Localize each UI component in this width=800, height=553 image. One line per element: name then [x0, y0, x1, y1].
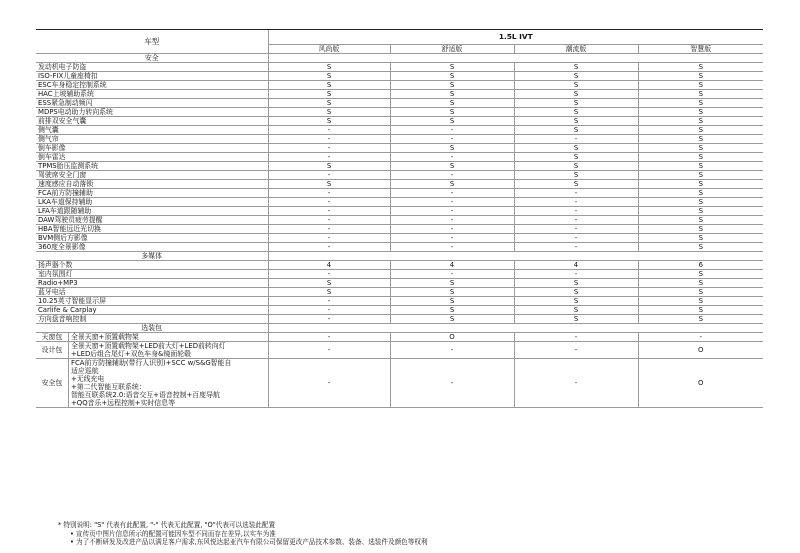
feature-value: - — [514, 216, 638, 225]
feature-value: S — [514, 126, 638, 135]
package-line: +QQ音乐+远程控制+实时信息等 — [71, 399, 175, 407]
package-row — [36, 342, 763, 359]
feature-value: S — [390, 99, 514, 108]
feature-value: S — [638, 72, 763, 81]
feature-value: S — [514, 315, 638, 324]
feature-name: 室内氛围灯 — [36, 270, 268, 279]
feature-value: S — [638, 63, 763, 72]
feature-value: - — [268, 297, 390, 306]
feature-value: S — [268, 90, 390, 99]
feature-value: S — [390, 63, 514, 72]
package-value: - — [638, 333, 763, 342]
table-row — [36, 216, 763, 225]
package-row — [36, 359, 763, 408]
section-spacer — [268, 54, 763, 63]
feature-value: - — [390, 243, 514, 252]
table-row — [36, 189, 763, 198]
feature-value: S — [514, 117, 638, 126]
feature-value: S — [268, 99, 390, 108]
feature-name: 速度感应自动落锁 — [36, 180, 268, 189]
feature-value: S — [390, 279, 514, 288]
feature-value: 4 — [514, 261, 638, 270]
feature-name: ESC车身稳定控制系统 — [36, 81, 268, 90]
section-spacer — [268, 252, 763, 261]
feature-value: - — [514, 198, 638, 207]
feature-name: LKA车道保持辅助 — [36, 198, 268, 207]
feature-value: - — [268, 243, 390, 252]
feature-name: 方向盘音响控制 — [36, 315, 268, 324]
feature-value: - — [390, 189, 514, 198]
package-value: - — [390, 342, 514, 359]
feature-name: ISO-FIX儿童座椅扣 — [36, 72, 268, 81]
feature-name: HAC上坡辅助系统 — [36, 90, 268, 99]
feature-value: - — [390, 153, 514, 162]
table-row — [36, 126, 763, 135]
feature-value: S — [514, 90, 638, 99]
feature-name: 蓝牙电话 — [36, 288, 268, 297]
feature-value: - — [268, 207, 390, 216]
feature-value: - — [268, 171, 390, 180]
feature-value: S — [638, 171, 763, 180]
footnote-rights-disclaimer: • 为了不断研发及改进产品以满足客户需求,东风悦达起亚汽车有限公司保留更改产品技术参数、装备、选装件及颜色等权利 — [70, 538, 428, 547]
feature-value: S — [268, 72, 390, 81]
feature-value: - — [514, 270, 638, 279]
header-row — [36, 30, 763, 45]
feature-value: S — [514, 306, 638, 315]
package-value: - — [390, 359, 514, 408]
table-row — [36, 243, 763, 252]
table-row — [36, 261, 763, 270]
feature-value: S — [638, 207, 763, 216]
feature-name: 倒车影像 — [36, 144, 268, 153]
feature-value: - — [514, 135, 638, 144]
table-row — [36, 153, 763, 162]
feature-value: S — [638, 198, 763, 207]
feature-value: S — [268, 117, 390, 126]
feature-value: S — [638, 234, 763, 243]
feature-value: S — [638, 135, 763, 144]
feature-name: HBA智能远近光切换 — [36, 225, 268, 234]
package-value: - — [514, 359, 638, 408]
feature-value: - — [514, 189, 638, 198]
feature-name: MDPS电动助力转向系统 — [36, 108, 268, 117]
package-group-label: 安全包 — [36, 359, 69, 407]
section-spacer — [268, 324, 763, 333]
feature-value: - — [268, 153, 390, 162]
feature-name: Carlife & Carplay — [36, 306, 268, 315]
package-cell — [36, 342, 268, 359]
feature-value: S — [638, 153, 763, 162]
section-title: 安全 — [36, 54, 268, 63]
package-value: - — [268, 342, 390, 359]
feature-value: S — [390, 297, 514, 306]
table-row — [36, 180, 763, 189]
feature-value: S — [638, 225, 763, 234]
feature-value: S — [390, 162, 514, 171]
spec-table — [36, 29, 763, 408]
package-row — [36, 333, 763, 342]
feature-value: S — [390, 288, 514, 297]
table-row — [36, 99, 763, 108]
feature-value: S — [638, 306, 763, 315]
table-row — [36, 315, 763, 324]
package-cell — [36, 333, 268, 342]
feature-value: - — [268, 225, 390, 234]
table-row — [36, 270, 763, 279]
table-row — [36, 72, 763, 81]
package-line: 全景天窗+顶置载物架 — [71, 333, 139, 341]
feature-name: 侧气帘 — [36, 135, 268, 144]
package-line: +LED后组合尾灯+双色车身&镜面轮毂 — [71, 350, 191, 358]
feature-name: 10.25英寸智能显示屏 — [36, 297, 268, 306]
feature-value: S — [638, 288, 763, 297]
feature-value: S — [638, 315, 763, 324]
table-row — [36, 234, 763, 243]
feature-value: S — [514, 162, 638, 171]
package-contents — [69, 342, 228, 358]
table-row — [36, 288, 763, 297]
footnote-image-disclaimer: • 宣传页中图片信息所示的配置可能因车型不同而存在差异,以实车为准 — [70, 529, 276, 538]
table-row — [36, 63, 763, 72]
feature-name: 360度全景影像 — [36, 243, 268, 252]
feature-value: S — [268, 279, 390, 288]
feature-value: S — [514, 279, 638, 288]
feature-value: S — [638, 243, 763, 252]
package-line: 适应巡航 — [71, 367, 99, 375]
package-line: FCA前方防撞辅助(带行人识别)+SCC w/S&G智能自 — [71, 359, 232, 367]
feature-value: S — [514, 144, 638, 153]
feature-name: 扬声器个数 — [36, 261, 268, 270]
feature-value: - — [268, 315, 390, 324]
package-value: - — [514, 333, 638, 342]
section-header-row — [36, 54, 763, 63]
feature-name: FCA前方防撞辅助 — [36, 189, 268, 198]
feature-value: S — [638, 279, 763, 288]
feature-value: - — [390, 234, 514, 243]
table-row — [36, 144, 763, 153]
package-line: 智能互联系统2.0:语音交互+语音控制+百度导航 — [71, 391, 220, 399]
table-row — [36, 297, 763, 306]
feature-value: S — [514, 288, 638, 297]
feature-value: S — [638, 126, 763, 135]
engine-header: 1.5L IVT — [268, 30, 763, 45]
feature-value: S — [638, 90, 763, 99]
table-row — [36, 171, 763, 180]
feature-value: - — [268, 135, 390, 144]
feature-value: - — [514, 234, 638, 243]
feature-value: - — [268, 306, 390, 315]
feature-value: S — [268, 162, 390, 171]
feature-name: DAW驾驶员疲劳提醒 — [36, 216, 268, 225]
table-row — [36, 207, 763, 216]
feature-value: S — [638, 189, 763, 198]
trim-header-2: 舒适版 — [390, 45, 514, 54]
section-title: 多媒体 — [36, 252, 268, 261]
feature-value: 4 — [390, 261, 514, 270]
feature-value: S — [638, 270, 763, 279]
feature-value: - — [268, 126, 390, 135]
feature-value: S — [638, 99, 763, 108]
table-row — [36, 90, 763, 99]
feature-value: - — [268, 270, 390, 279]
table-row — [36, 108, 763, 117]
feature-value: S — [390, 72, 514, 81]
spec-sheet — [36, 29, 763, 408]
feature-value: S — [638, 81, 763, 90]
feature-name: ESS紧急制动频闪 — [36, 99, 268, 108]
feature-name: 驾驶席安全门窗 — [36, 171, 268, 180]
feature-value: 6 — [638, 261, 763, 270]
feature-name: 倒车雷达 — [36, 153, 268, 162]
feature-value: S — [514, 180, 638, 189]
feature-value: S — [638, 117, 763, 126]
feature-value: S — [638, 162, 763, 171]
feature-value: S — [514, 72, 638, 81]
table-row — [36, 198, 763, 207]
feature-name: 前排双安全气囊 — [36, 117, 268, 126]
feature-value: S — [390, 144, 514, 153]
feature-value: S — [638, 180, 763, 189]
footnote-legend: * 特别说明: "S" 代表有此配置, "-" 代表无此配置, "O"代表可以选装此配置 — [58, 521, 276, 529]
feature-value: - — [390, 171, 514, 180]
feature-value: - — [268, 234, 390, 243]
model-header: 车型 — [36, 30, 268, 54]
feature-value: S — [268, 288, 390, 297]
feature-value: S — [514, 99, 638, 108]
feature-value: - — [390, 216, 514, 225]
feature-value: - — [514, 243, 638, 252]
feature-value: - — [514, 207, 638, 216]
feature-value: S — [638, 297, 763, 306]
spec-table-body — [36, 30, 763, 408]
footnotes — [58, 521, 428, 547]
feature-name: LFA车道跟随辅助 — [36, 207, 268, 216]
feature-value: - — [268, 144, 390, 153]
section-header-row — [36, 252, 763, 261]
feature-value: - — [268, 198, 390, 207]
package-line: +第二代智能互联系统： — [71, 383, 146, 391]
section-title: 选装包 — [36, 324, 268, 333]
feature-value: - — [390, 207, 514, 216]
feature-name: BVM侧后方影像 — [36, 234, 268, 243]
feature-value: - — [390, 126, 514, 135]
package-value: - — [268, 333, 390, 342]
feature-name: Radio+MP3 — [36, 279, 268, 288]
package-value: - — [268, 359, 390, 408]
table-row — [36, 162, 763, 171]
package-header-row — [36, 324, 763, 333]
package-value: - — [514, 342, 638, 359]
package-line: +无线充电 — [71, 375, 105, 383]
table-row — [36, 81, 763, 90]
feature-value: - — [390, 135, 514, 144]
table-row — [36, 117, 763, 126]
table-row — [36, 225, 763, 234]
feature-value: - — [390, 270, 514, 279]
feature-value: S — [638, 216, 763, 225]
trim-header-3: 潮流版 — [514, 45, 638, 54]
feature-value: S — [638, 144, 763, 153]
feature-value: S — [514, 171, 638, 180]
feature-value: - — [390, 198, 514, 207]
feature-value: - — [268, 189, 390, 198]
package-cell — [36, 359, 268, 408]
package-value: O — [390, 333, 514, 342]
trim-header-4: 智慧版 — [638, 45, 763, 54]
feature-value: S — [268, 81, 390, 90]
feature-value: S — [514, 153, 638, 162]
feature-value: S — [390, 108, 514, 117]
feature-value: S — [268, 180, 390, 189]
package-contents — [69, 359, 233, 407]
package-contents — [69, 333, 141, 341]
table-row — [36, 279, 763, 288]
feature-value: S — [514, 108, 638, 117]
feature-name: TPMS胎压监测系统 — [36, 162, 268, 171]
table-row — [36, 135, 763, 144]
feature-value: S — [390, 117, 514, 126]
feature-value: S — [638, 108, 763, 117]
feature-value: S — [390, 180, 514, 189]
feature-value: S — [514, 297, 638, 306]
package-group-label: 设计包 — [36, 342, 69, 358]
feature-value: S — [390, 315, 514, 324]
feature-value: - — [390, 225, 514, 234]
feature-value: - — [268, 216, 390, 225]
package-line: 全景天窗+顶置载物架+LED前大灯+LED前转向灯 — [71, 342, 226, 350]
feature-value: S — [390, 90, 514, 99]
table-row — [36, 306, 763, 315]
feature-value: S — [390, 306, 514, 315]
feature-value: S — [268, 108, 390, 117]
package-value: O — [638, 359, 763, 408]
package-value: O — [638, 342, 763, 359]
trim-header-1: 风尚版 — [268, 45, 390, 54]
feature-value: S — [268, 63, 390, 72]
feature-value: - — [514, 225, 638, 234]
feature-name: 侧气囊 — [36, 126, 268, 135]
feature-value: S — [514, 63, 638, 72]
package-group-label: 天窗包 — [36, 333, 69, 341]
feature-value: S — [514, 81, 638, 90]
feature-name: 发动机电子防盗 — [36, 63, 268, 72]
feature-value: 4 — [268, 261, 390, 270]
feature-value: S — [390, 81, 514, 90]
